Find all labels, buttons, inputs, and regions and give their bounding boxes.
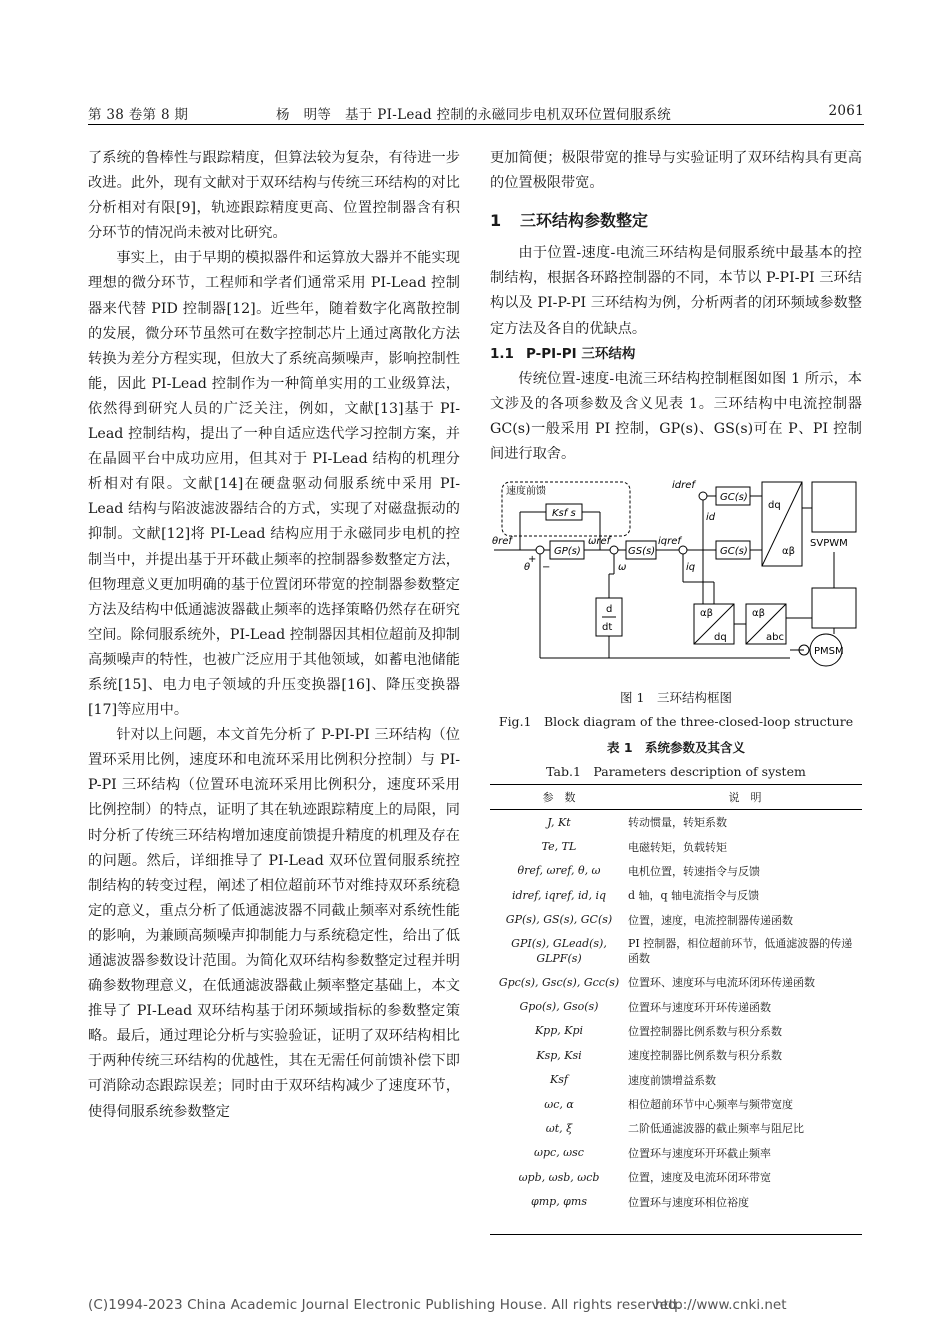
- fig-label-ab3: αβ: [700, 608, 713, 619]
- fig-label-d: d: [606, 604, 613, 615]
- param-symbol: GPI(s), GLead(s), GLPF(s): [511, 936, 607, 965]
- param-symbol: θref, ωref, θ, ω: [517, 864, 601, 878]
- parameter-table: [490, 784, 862, 1214]
- fig-label-iqref: iqref: [658, 536, 681, 547]
- left-column: [88, 146, 460, 1125]
- fig-label-theta-ref: θref: [492, 536, 512, 547]
- param-description: 转动惯量，转矩系数: [628, 816, 727, 830]
- param-symbol: ωpb, ωsb, ωcb: [518, 1170, 600, 1184]
- fig-label-dq2: dq: [714, 632, 727, 643]
- subsection-number: 1.1: [490, 345, 514, 362]
- fig-label-abc: abc: [766, 632, 784, 643]
- param-description: d 轴，q 轴电流指令与反馈: [628, 889, 760, 903]
- table-header-param: 参 数: [490, 784, 628, 810]
- param-description: 速度控制器比例系数与积分系数: [628, 1049, 782, 1063]
- paragraph: 传统位置-速度-电流三环结构控制框图如图 1 所示，本文涉及的各项参数及含义见表 1。三环结构中电流控制器 GC(s)一般采用 PI 控制，GP(s)、GS(s)可在 P、PI 控制间进行取舍。: [490, 370, 862, 463]
- table-row: [490, 1092, 862, 1116]
- fig-label-pmsm: PMSM: [814, 646, 844, 657]
- table-row: [490, 1019, 862, 1043]
- page-number: 2061: [828, 103, 864, 119]
- param-symbol: J, Kt: [547, 815, 571, 829]
- table-row: [490, 1141, 862, 1165]
- param-symbol: Kpp, Kpi: [534, 1024, 584, 1038]
- fig-label-dq: dq: [768, 500, 781, 511]
- table-caption-cn: 表 1 系统参数及其含义: [606, 740, 746, 755]
- param-description: 电机位置，转速指令与反馈: [628, 864, 760, 878]
- subsection-heading: [490, 342, 862, 367]
- param-symbol: ωc, α: [544, 1097, 574, 1111]
- block-diagram: [490, 478, 864, 678]
- param-symbol: Gpc(s), Gsc(s), Gcc(s): [498, 975, 620, 989]
- param-symbol: Te, TL: [541, 840, 577, 854]
- figure-caption-en: Fig.1 Block diagram of the three-closed-loop structure: [498, 714, 854, 729]
- param-symbol: Ksp, Ksi: [536, 1048, 582, 1062]
- fig-label-gc-q: GC(s): [720, 546, 748, 557]
- param-description: 位置控制器比例系数与积分系数: [628, 1024, 782, 1038]
- paragraph: 针对以上问题，本文首先分析了 P-PI-PI 三环结构（位置环采用比例，速度环和电流环采用比例积分控制）与 PI-P-PI 三环结构（位置环电流环采用比例积分，速度环采用比例控制）的特点，证明了其在轨迹跟踪精度上的局限，同时分析了传统三环结构增加速度前馈提升精度的机理及存在的问题。然后，详细推导了 PI-Lead 双环位置伺服系统控制结构的转变过程，阐述了相位超前环节对维持双环系统稳定的意义，重点分析了低通滤波器不同截止频率对系统性能的影响，为兼顾高频噪声抑制能力与系统稳定性，给出了低通滤波器参数设计范围。为简化双环结构参数整定过程并明确参数物理意义，在低通滤波器截止频率整定基础上，本文推导了 PI-Lead 双环结构基于闭环频域指标的参数整定策略。最后，通过理论分析与实验验证，证明了双环结构相比于两种传统三环结构的优越性，其在无需任何前馈补偿下即可消除动态跟踪误差；同时由于双环结构减少了速度环节，使得伺服系统参数整定: [88, 727, 460, 1120]
- fig-label-omega: ω: [618, 562, 627, 573]
- param-symbol: Ksf: [550, 1073, 568, 1087]
- param-description: 位置，速度及电流环闭环带宽: [628, 1171, 771, 1185]
- param-symbol: ωpc, ωsc: [534, 1146, 584, 1160]
- running-header: [88, 103, 864, 123]
- table-row: [490, 834, 862, 858]
- table-row: [490, 1116, 862, 1140]
- param-description: 位置环与速度环开环传递函数: [628, 1000, 771, 1014]
- fig-label-gp: GP(s): [554, 546, 581, 557]
- fig-label-gs: GS(s): [628, 546, 656, 557]
- paragraph: 了系统的鲁棒性与跟踪精度，但算法较为复杂，有待进一步改进。此外，现有文献对于双环结构与传统三环结构的对比分析相对有限[9]，轨迹跟踪精度更高、位置控制器含有积分环节的情况尚未被对比研究。: [88, 150, 460, 242]
- param-symbol: idref, iqref, id, iq: [511, 888, 607, 902]
- table-row: [490, 1189, 862, 1213]
- table-row: [490, 859, 862, 883]
- param-symbol: Gpo(s), Gso(s): [519, 1000, 599, 1014]
- copyright-footer: (C)1994-2023 China Academic Journal Electronic Publishing House. All rights reserved.: [88, 1297, 682, 1313]
- fig-label-gc-d: GC(s): [720, 492, 748, 503]
- table-row: [490, 810, 862, 835]
- table-row: [490, 1165, 862, 1189]
- table-row: [490, 1068, 862, 1092]
- param-description: 相位超前环节中心频率与频带宽度: [628, 1098, 793, 1112]
- table-row: [490, 994, 862, 1018]
- fig-label-id: id: [706, 512, 716, 523]
- param-description: 位置环与速度环相位裕度: [628, 1195, 749, 1209]
- figure-caption-cn: 图 1 三环结构框图: [620, 690, 732, 705]
- table-bottom-rule: [490, 1234, 862, 1235]
- fig-label-ksf: Ksf s: [552, 508, 576, 519]
- param-symbol: ωt, ξ: [545, 1121, 573, 1135]
- table-header-desc: 说 明: [628, 784, 862, 810]
- table-caption-en: Tab.1 Parameters description of system: [546, 764, 806, 779]
- param-description: PI 控制器，相位超前环节，低通滤波器的传递函数: [628, 936, 853, 965]
- table-row: [490, 1043, 862, 1067]
- param-description: 速度前馈增益系数: [628, 1073, 716, 1087]
- inverter: [812, 588, 856, 628]
- param-description: 位置环与速度环开环截止频率: [628, 1146, 771, 1160]
- fig-label-theta: θ: [524, 562, 531, 573]
- param-description: 位置，速度，电流控制器传递函数: [628, 913, 793, 927]
- svpwm-block: [812, 482, 856, 532]
- fig-label-svpwm: SVPWM: [810, 538, 848, 549]
- table-row: [490, 883, 862, 907]
- header-rule: [88, 124, 864, 125]
- fig-label-ab: αβ: [782, 546, 795, 557]
- fig-label-minus: −: [542, 562, 551, 573]
- right-column: [490, 146, 862, 467]
- param-symbol: φmp, φms: [531, 1195, 587, 1209]
- param-description: 位置环、速度环与电流环闭环传递函数: [628, 976, 815, 990]
- fig-label-ab2: αβ: [752, 608, 765, 619]
- table-row: [490, 932, 862, 970]
- paragraph: 由于位置-速度-电流三环结构是伺服系统中最基本的控制结构，根据各环路控制器的不同，本节以 P-PI-PI 三环结构以及 PI-P-PI 三环结构为例，分析两者的闭环频域参数整定方法及各自的优缺点。: [490, 245, 862, 337]
- cnki-link[interactable]: http://www.cnki.net: [655, 1297, 787, 1313]
- param-symbol: GP(s), GS(s), GC(s): [505, 913, 613, 927]
- table-row: [490, 970, 862, 994]
- paragraph: 事实上，由于早期的模拟器件和运算放大器并不能实现理想的微分环节，工程师和学者们通常采用 PI-Lead 控制器来代替 PID 控制器[12]。近些年，随着数字化离散控制的发展，微分环节虽然可在数字控制芯片上通过离散化方法转换为差分方程实现，但放大了系统高频噪声，影响控制性能，因此 PI-Lead 控制作为一种简单实用的工业级算法，依然得到研究人员的广泛关注，例如，文献[13]基于 PI-Lead 控制结构，提出了一种自适应迭代学习控制方案，并在晶圆平台中成功应用，但其对于 PI-Lead 结构的机理分析相对有限。文献[14]在硬盘驱动伺服系统中采用 PI-Lead 结构与陷波滤波器结合的方式，实现了对磁盘振动的抑制。文献[12]将 PI-Lead 结构应用于永磁同步电机的控制当中，并提出基于开环截止频率的控制器参数整定方法，但物理意义更加明确的基于位置闭环带宽的控制器参数整定方法及结构中低通滤波器截止频率的选择策略仍然存在研究空间。除伺服系统外，PI-Lead 控制器因其相位超前及抑制高频噪声的特性，也被广泛应用于其他领域，如蓄电池储能系统[15]、电力电子领域的升压变换器[16]、降压变换器[17]等应用中。: [88, 250, 460, 719]
- fig-label-feedforward: 速度前馈: [506, 486, 546, 497]
- paragraph: 更加简便；极限带宽的推导与实验证明了双环结构具有更高的位置极限带宽。: [490, 150, 862, 192]
- param-description: 电磁转矩，负载转矩: [628, 840, 727, 854]
- header-title: 杨 明等 基于 PI-Lead 控制的永磁同步电机双环位置伺服系统: [276, 107, 672, 123]
- fig-label-plus: +: [528, 554, 537, 565]
- subsection-title: P-PI-PI 三环结构: [526, 345, 636, 362]
- table-row: [490, 908, 862, 932]
- section-heading: [490, 208, 862, 233]
- volume-issue: 第 38 卷第 8 期: [88, 107, 189, 123]
- fig-label-iq: iq: [686, 562, 696, 573]
- fig-label-dt: dt: [602, 622, 613, 633]
- section-title: 三环结构参数整定: [520, 211, 649, 231]
- fig-label-idref: idref: [672, 480, 695, 491]
- section-number: 1: [490, 211, 502, 231]
- param-description: 二阶低通滤波器的截止频率与阻尼比: [628, 1122, 804, 1136]
- fig-label-omega-ref: ωref: [588, 536, 611, 547]
